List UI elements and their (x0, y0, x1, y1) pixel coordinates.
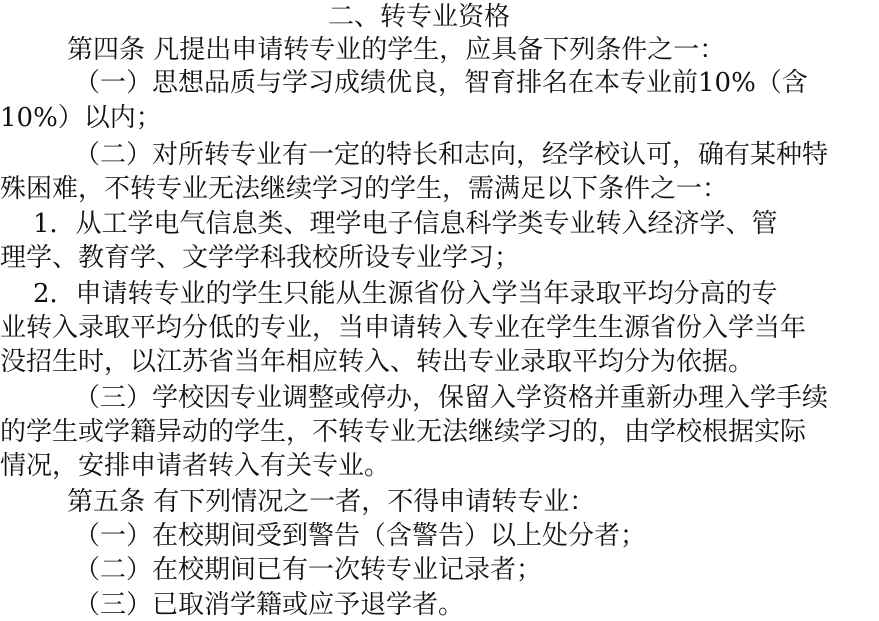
sub-condition-2-line-3: 没招生时，以江苏省当年相应转入、转出专业录取平均分为依据。 (0, 347, 755, 377)
exclusion-2: （二）在校期间已有一次转专业记录者； (74, 555, 543, 585)
condition-3-line-2: 的学生或学籍异动的学生，不转专业无法继续学习的，由学校根据实际 (0, 417, 807, 447)
condition-1-line-2: 10%）以内； (0, 103, 162, 133)
sub-condition-1-line-1: 1．从工学电气信息类、理学电子信息科学类专业转入经济学、管 (33, 209, 778, 239)
exclusion-1: （一）在校期间受到警告（含警告）以上处分者； (74, 521, 647, 551)
condition-3-line-1: （三）学校因专业调整或停办，保留入学资格并重新办理入学手续 (74, 383, 829, 413)
sub-condition-1-line-2: 理学、教育学、文学学科我校所设专业学习； (0, 243, 521, 273)
article-5-heading: 第五条 有下列情况之一者，不得申请转专业： (67, 487, 596, 517)
section-title: 二、转专业资格 (328, 2, 511, 32)
exclusion-3: （三）已取消学籍或应予退学者。 (74, 590, 465, 620)
sub-condition-2-line-1: 2．申请转专业的学生只能从生源省份入学当年录取平均分高的专 (33, 279, 778, 309)
sub-condition-2-line-2: 业转入录取平均分低的专业，当申请转入专业在学生生源省份入学当年 (0, 313, 807, 343)
condition-1-line-1: （一）思想品质与学习成绩优良，智育排名在本专业前10%（含 (74, 68, 808, 98)
condition-2-line-2: 殊困难，不转专业无法继续学习的学生，需满足以下条件之一： (0, 174, 729, 204)
condition-3-line-3: 情况，安排申请者转入有关专业。 (0, 451, 391, 481)
article-4-heading: 第四条 凡提出申请转专业的学生，应具备下列条件之一： (67, 35, 726, 65)
condition-2-line-1: （二）对所转专业有一定的特长和志向，经学校认可，确有某种特 (74, 140, 829, 170)
